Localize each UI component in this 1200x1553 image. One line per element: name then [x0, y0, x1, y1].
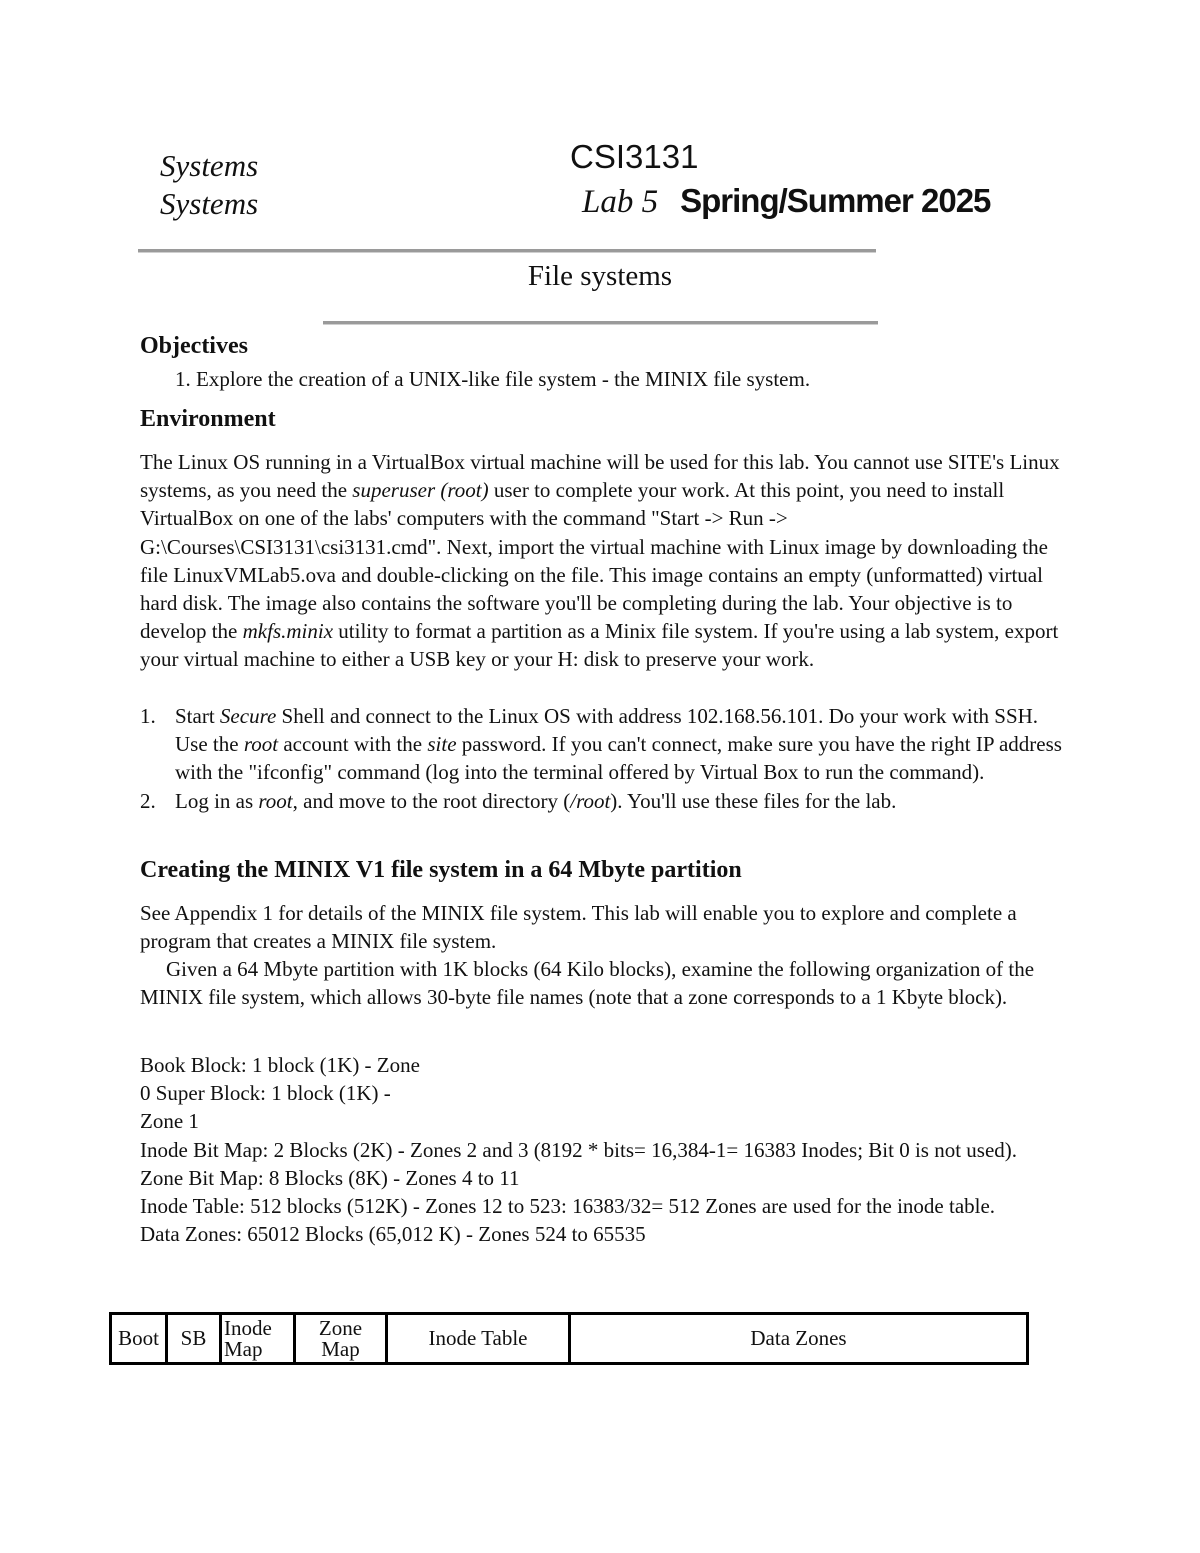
- environment-paragraph: The Linux OS running in a VirtualBox virtual machine will be used for this lab. You cannot use SITE's Linux systems, as you need the superuser (root) user to complete your work. At this point, you need to install VirtualBox on one of the labs' computers with the command "Start -> Run -> G:\Courses\CSI3131\csi3131.cmd". Next, import the virtual machine with Linux image by downloading the file LinuxVMLab5.ova and double-clicking on the file. This image contains an empty (unformatted) virtual hard disk. The image also contains the software you'll be completing during the lab. Your objective is to develop the mkfs.minix utility to format a partition as a Minix file system. If you're using a lab system, export your virtual machine to either a USB key or your H: disk to preserve your work.: [140, 450, 1060, 672]
- header-systems-line1: Systems: [160, 148, 259, 183]
- zone-map-cell: Zone Map: [295, 1314, 387, 1364]
- lab-number: Lab 5: [582, 184, 659, 220]
- header-divider: [138, 249, 876, 253]
- list-item: 2. Log in as root, and move to the root directory (/root). You'll use these files for the lab.: [140, 788, 897, 813]
- page-title: File systems: [527, 260, 673, 292]
- boot-block-cell: Boot: [111, 1314, 167, 1364]
- list-item: 1. Start Secure Shell and connect to the Linux OS with address 102.168.56.101. Do your work with SSH. Use the root account with the site password. If you can't connect, make sure you have the right IP address with the "ifconfig" command (log into the terminal offered by Virtual Box to run the command).: [140, 704, 1062, 785]
- header-systems-line2: Systems: [160, 186, 259, 221]
- list-item: Inode Table: 512 blocks (512K) - Zones 12 to 523: 16383/32= 512 Zones are used for the inode table.: [140, 1194, 996, 1219]
- environment-steps: [140, 702, 1070, 815]
- list-item: Zone 1: [140, 1109, 199, 1134]
- lab-line: [582, 182, 990, 221]
- list-item: 0 Super Block: 1 block (1K) -: [140, 1081, 391, 1106]
- super-block-cell: SB: [167, 1314, 221, 1364]
- list-item: Inode Bit Map: 2 Blocks (2K) - Zones 2 and 3 (8192 * bits= 16,384-1= 16383 Inodes; Bit 0 is not used).: [140, 1137, 1018, 1162]
- mkfs-term: mkfs.minix: [242, 619, 334, 644]
- superuser-term: superuser (root): [352, 478, 489, 503]
- environment-heading: Environment: [140, 406, 276, 432]
- creating-heading: Creating the MINIX V1 file system in a 64 Mbyte partition: [140, 857, 742, 883]
- partition-layout-list: [140, 1051, 1070, 1248]
- term: Spring/Summer 2025: [680, 182, 991, 219]
- creating-paragraph-1: See Appendix 1 for details of the MINIX file system. This lab will enable you to explore and complete a program that creates a MINIX file system.: [140, 901, 1017, 954]
- list-item: Zone Bit Map: 8 Blocks (8K) - Zones 4 to 11: [140, 1165, 520, 1190]
- list-item: Data Zones: 65012 Blocks (65,012 K) - Zones 524 to 65535: [140, 1222, 646, 1247]
- list-item: Book Block: 1 block (1K) - Zone: [140, 1053, 420, 1077]
- objectives-heading: Objectives: [140, 333, 248, 359]
- title-divider: [323, 321, 878, 325]
- partition-diagram: [109, 1312, 1029, 1365]
- creating-paragraph-2: Given a 64 Mbyte partition with 1K blocks (64 Kilo blocks), examine the following organization of the MINIX file system, which allows 30-byte file names (note that a zone corresponds to a 1 Kbyte block).: [140, 957, 1035, 1010]
- inode-table-cell: Inode Table: [387, 1314, 570, 1364]
- inode-map-cell: Inode Map: [221, 1314, 295, 1364]
- course-code: CSI3131: [570, 138, 699, 175]
- data-zones-cell: Data Zones: [570, 1314, 1028, 1364]
- objective-item: 1. Explore the creation of a UNIX-like file system - the MINIX file system.: [175, 367, 811, 391]
